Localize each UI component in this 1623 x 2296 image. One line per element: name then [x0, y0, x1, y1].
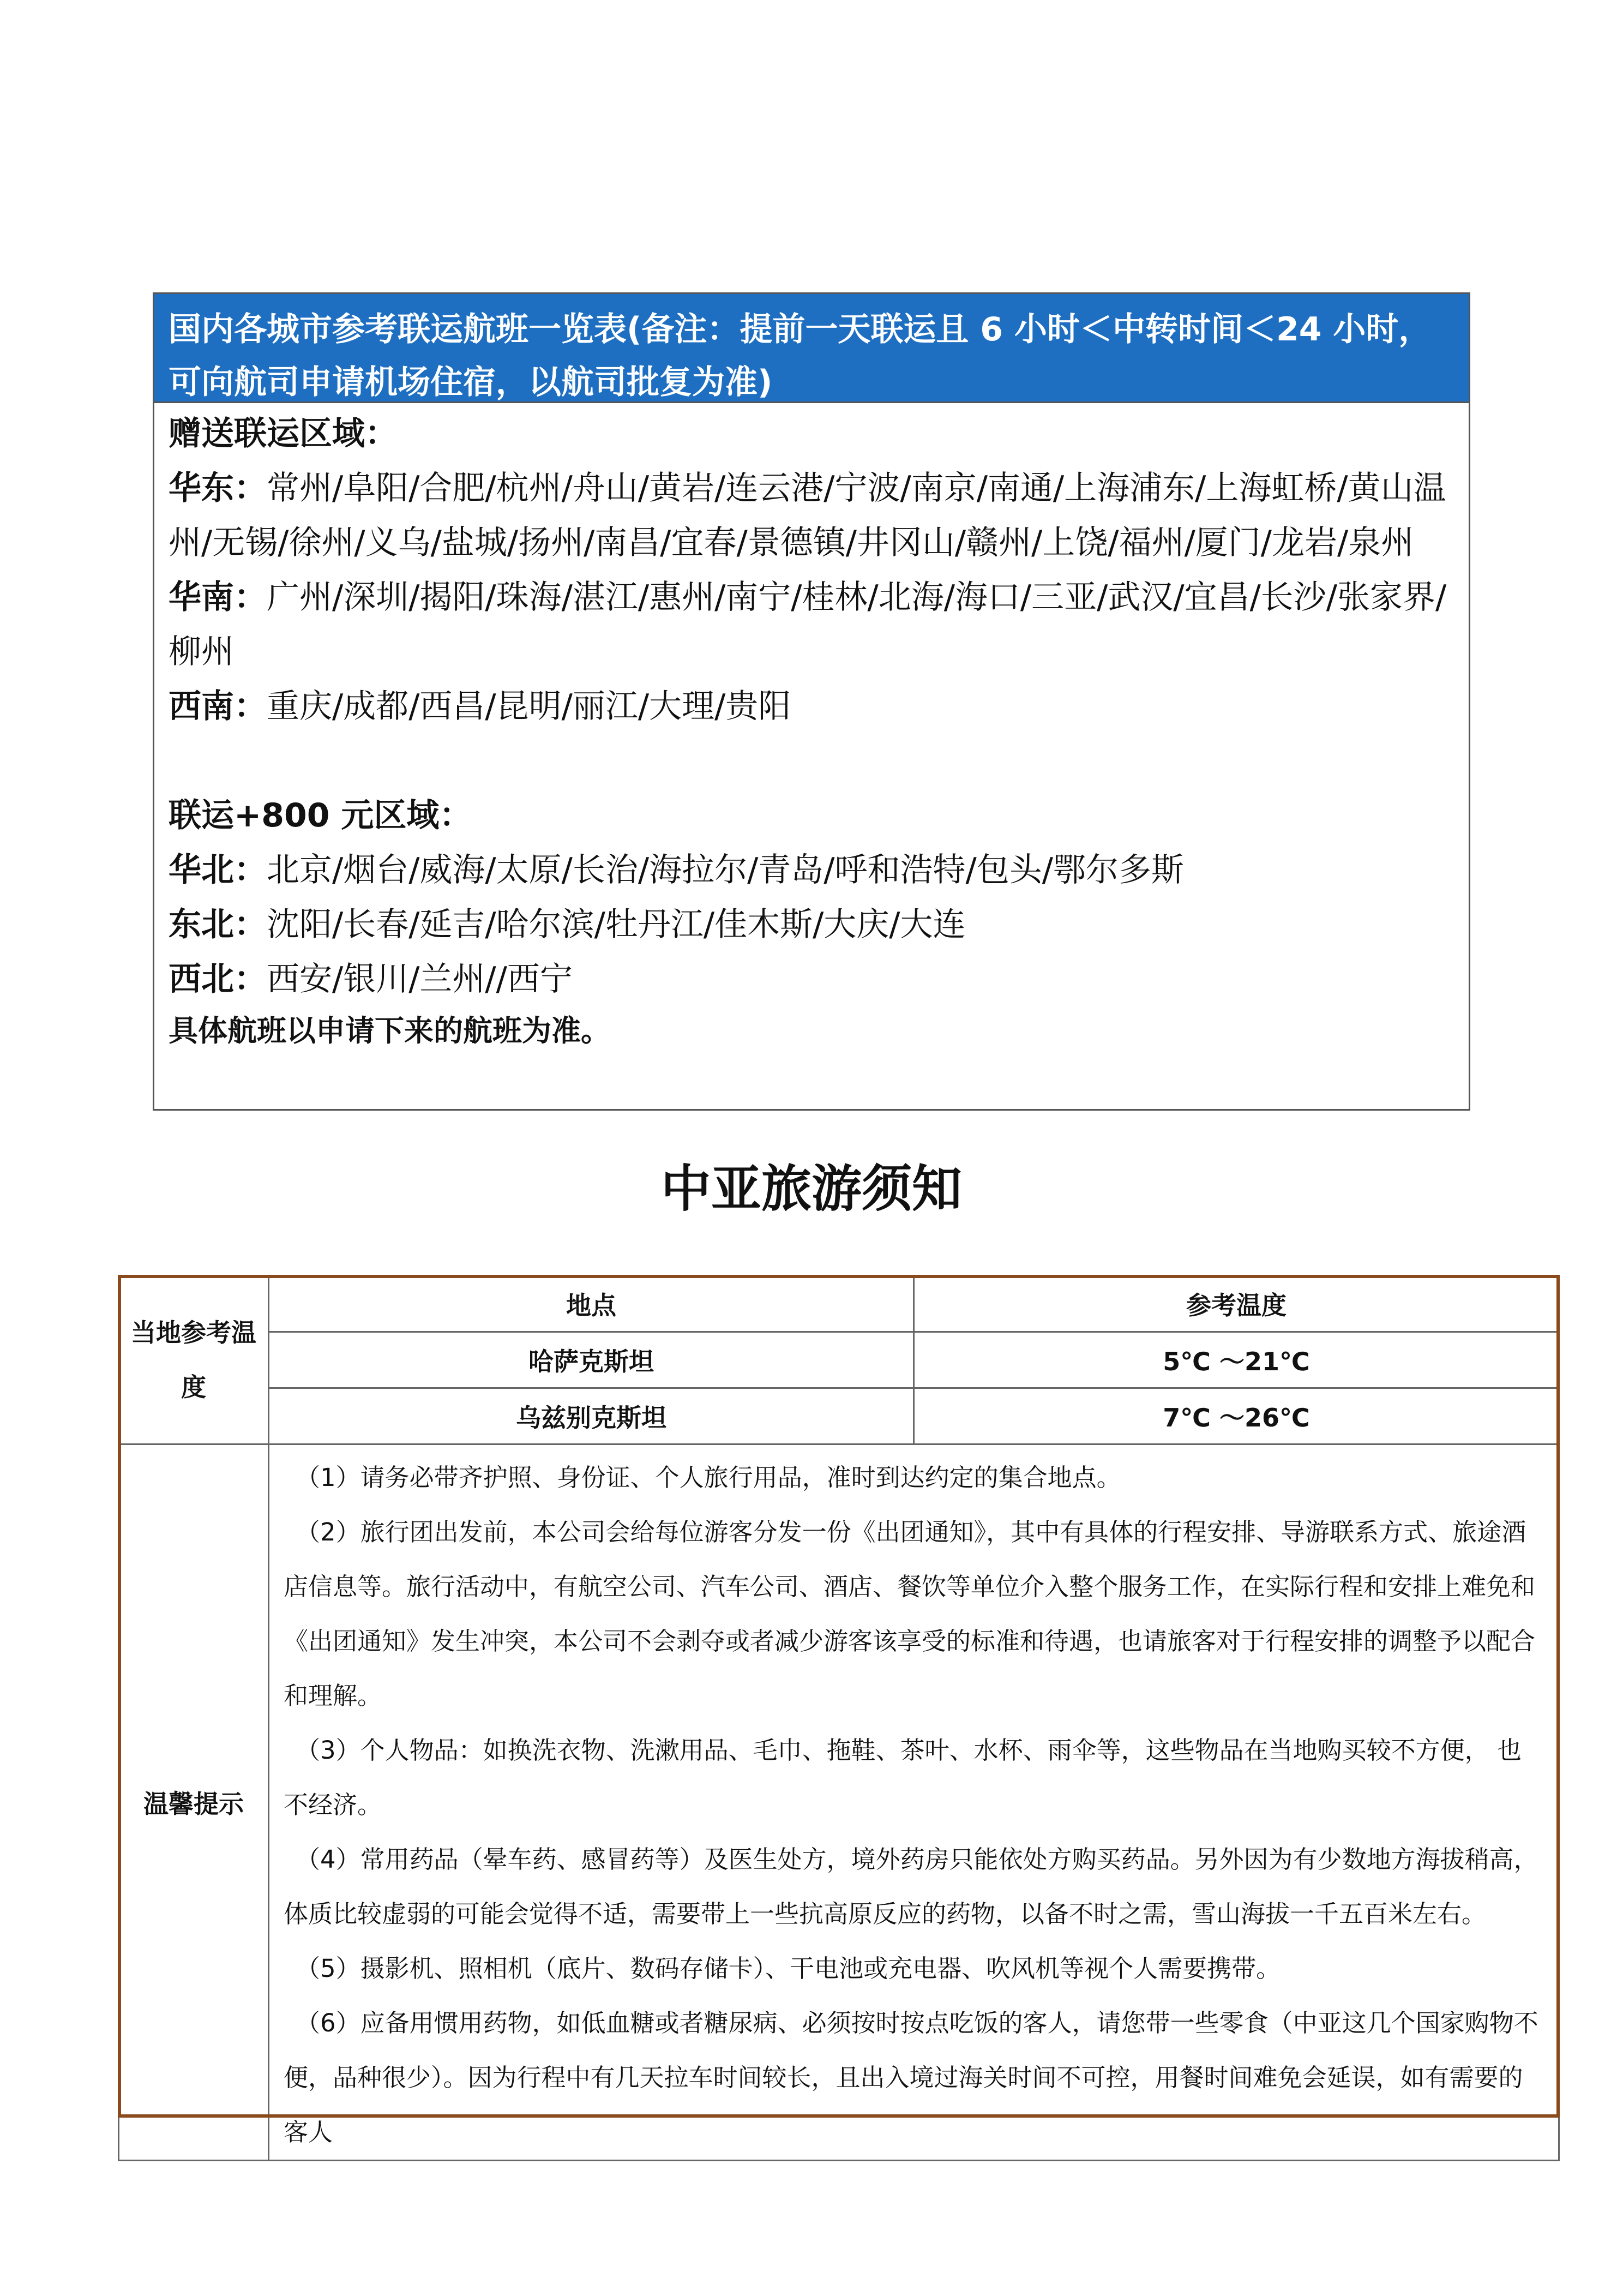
flight-table-body: [154, 403, 1469, 1056]
zone-cities: 北京/烟台/威海/太原/长治/海拉尔/青岛/呼和浩特/包头/鄂尔多斯: [267, 851, 1184, 889]
tip-item: （1）请务必带齐护照、身份证、个人旅行用品，准时到达约定的集合地点。: [296, 1463, 1121, 1492]
zone-south: [169, 570, 1454, 679]
free-zone-title: 赠送联运区域：: [169, 415, 398, 453]
zone-region-label: 西北：: [169, 960, 267, 998]
zone-east: [169, 461, 1454, 570]
temperature-table: [118, 1275, 1560, 1445]
zone-southwest: [169, 679, 1454, 734]
zone-region-label: 华北：: [169, 851, 267, 889]
tip-item: （5）摄影机、照相机（底片、数码存储卡）、干电池或充电器、吹风机等视个人需要携带。: [296, 1954, 1281, 1983]
zone-cities: 常州/阜阳/合肥/杭州/舟山/黄岩/连云港/宁波/南京/南通/上海浦东/上海虹桥/黄山温州/无锡/徐州/义乌/盐城/扬州/南昌/宜春/景德镇/井冈山/赣州/上饶/福州/厦门/龙岩/泉州: [169, 469, 1446, 562]
temp-cell: 7℃ ～26℃: [914, 1388, 1559, 1444]
zone-region-label: 华东：: [169, 469, 267, 507]
tip-item: （4）常用药品（晕车药、感冒药等）及医生处方，境外药房只能依处方购买药品。另外因为有少数地方海拔稍高，体质比较虚弱的可能会觉得不适，需要带上一些抗高原反应的药物，以备不时之需，雪山海拔一千五百米左右。: [284, 1845, 1538, 1928]
place-cell: 乌兹别克斯坦: [269, 1388, 914, 1444]
temperature-label: 当地参考温度: [119, 1276, 269, 1444]
tip-item: （3）个人物品：如换洗衣物、洗漱用品、毛巾、拖鞋、茶叶、水杯、雨伞等，这些物品在当地购买较不方便， 也不经济。: [284, 1736, 1522, 1819]
extra-zone-title: 联运+800 元区域：: [169, 796, 472, 835]
tips-table: [118, 1443, 1560, 2161]
zone-cities: 沈阳/长春/延吉/哈尔滨/牡丹江/佳木斯/大庆/大连: [267, 906, 966, 944]
zone-northeast: [169, 897, 1454, 952]
zone-region-label: 东北：: [169, 906, 267, 944]
tips-label: 温馨提示: [119, 1444, 269, 2161]
tip-item: （6）应备用惯用药物，如低血糖或者糖尿病、必须按时按点吃饭的客人，请您带一些零食（中亚这几个国家购物不便，品种很少）。因为行程中有几天拉车时间较长，且出入境过海关时间不可控，用餐时间难免会延误，如有需要的客人: [284, 2009, 1538, 2147]
spacer: [169, 734, 1454, 788]
temp-cell: 5℃ ～21℃: [914, 1332, 1559, 1388]
tips-content: [269, 1444, 1559, 2161]
tip-item: （2）旅行团出发前，本公司会给每位游客分发一份《出团通知》，其中有具体的行程安排、导游联系方式、旅途酒店信息等。旅行活动中，有航空公司、汽车公司、酒店、餐饮等单位介入整个服务工作，在实际行程和安排上难免和《出团通知》发生冲突，本公司不会剥夺或者减少游客该享受的标准和待遇，也请旅客对于行程安排的调整予以配合和理解。: [284, 1518, 1536, 1710]
zone-north: [169, 843, 1454, 897]
col-header-temp: 参考温度: [914, 1276, 1559, 1332]
zone-region-label: 西南：: [169, 687, 267, 726]
flight-note: 具体航班以申请下来的航班为准。: [169, 1014, 610, 1048]
flight-table-header: 国内各城市参考联运航班一览表(备注：提前一天联运且 6 小时＜中转时间＜24 小时，可向航司申请机场住宿，以航司批复为准): [154, 294, 1469, 403]
col-header-place: 地点: [269, 1276, 914, 1332]
zone-cities: 重庆/成都/西昌/昆明/丽江/大理/贵阳: [267, 687, 791, 726]
page-title: 中亚旅游须知: [660, 1160, 962, 1218]
zone-cities: 广州/深圳/揭阳/珠海/湛江/惠州/南宁/桂林/北海/海口/三亚/武汉/宜昌/长沙/张家界/柳州: [169, 578, 1447, 671]
zone-cities: 西安/银川/兰州//西宁: [267, 960, 573, 998]
zone-northwest: [169, 952, 1454, 1006]
zone-region-label: 华南：: [169, 578, 267, 616]
flight-reference-box: [153, 292, 1470, 1111]
place-cell: 哈萨克斯坦: [269, 1332, 914, 1388]
